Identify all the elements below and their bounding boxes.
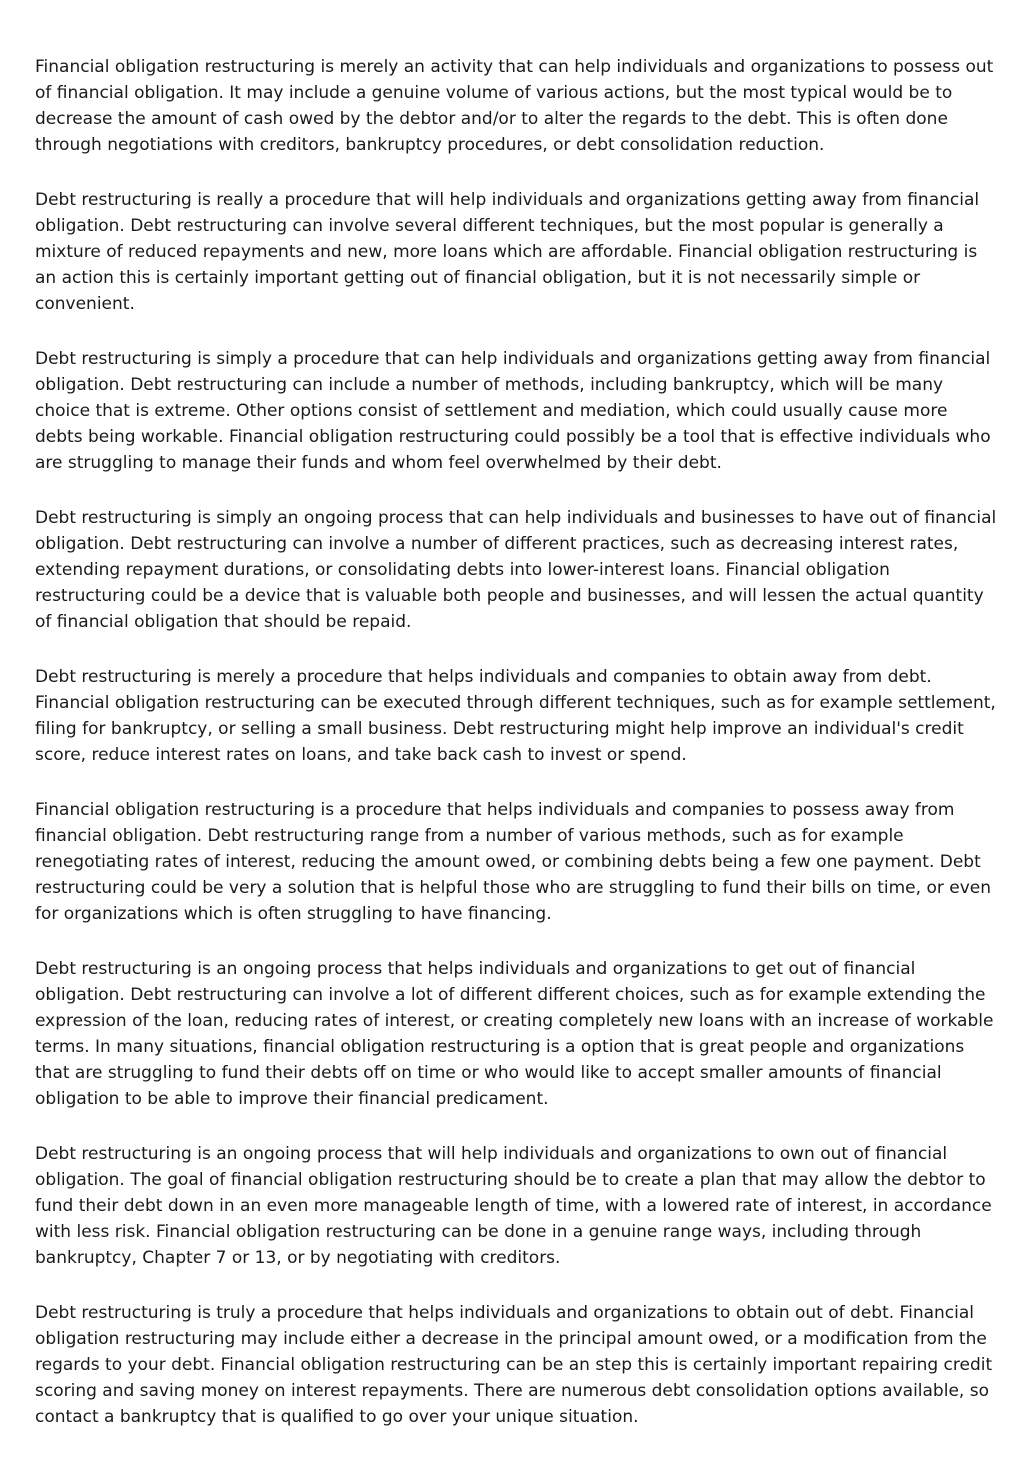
paragraph-8: Debt restructuring is an ongoing process that will help individuals and organizations to own out of financial obligation. The goal of financial obligation restructuring should be to create a plan that may allow the debtor to fund their debt down in an even more manageable length of time, with a lowered rate of interest, in accordance with less risk. Financial obligation restructuring can be done in a genuine range ways, including through bankruptcy, Chapter 7 or 13, or by negotiating with creditors.: [35, 1144, 992, 1268]
paragraph-7: Debt restructuring is an ongoing process that helps individuals and organizations to get out of financial obligation. Debt restructuring can involve a lot of different different choices, such as for example extending the expression of the loan, reducing rates of interest, or creating completely new loans with an increase of workable terms. In many situations, financial obligation restructuring is a option that is great people and organizations that are struggling to fund their debts off on time or who would like to accept smaller amounts of financial obligation to be able to improve their financial predicament.: [35, 959, 994, 1109]
paragraph-6: Financial obligation restructuring is a procedure that helps individuals and companies to possess away from financial obligation. Debt restructuring range from a number of various methods, such as for example renegotiating rates of interest, reducing the amount owed, or combining debts being a few one payment. Debt restructuring could be very a solution that is helpful those who are struggling to fund their bills on time, or even for organizations which is often struggling to have financing.: [35, 800, 991, 924]
paragraph-3: Debt restructuring is simply a procedure that can help individuals and organizations getting away from financial obligation. Debt restructuring can include a number of methods, including bankruptcy, which will be many choice that is extreme. Other options consist of settlement and mediation, which could usually cause more debts being workable. Financial obligation restructuring could possibly be a tool that is effective individuals who are struggling to manage their funds and whom feel overwhelmed by their debt.: [35, 349, 991, 473]
paragraph-4: Debt restructuring is simply an ongoing process that can help individuals and businesses to have out of financial obligation. Debt restructuring can involve a number of different practices, such as decreasing interest rates, extending repayment durations, or consolidating debts into lower-interest loans. Financial obligation restructuring could be a device that is valuable both people and businesses, and will lessen the actual quantity of financial obligation that should be repaid.: [35, 508, 997, 632]
paragraph-9: Debt restructuring is truly a procedure that helps individuals and organizations to obtain out of debt. Financial obligation restructuring may include either a decrease in the principal amount owed, or a modification from the regards to your debt. Financial obligation restructuring can be an step this is certainly important repairing credit scoring and saving money on interest repayments. There are numerous debt consolidation options available, so contact a bankruptcy that is qualified to go over your unique situation.: [35, 1303, 993, 1427]
paragraph-2: Debt restructuring is really a procedure that will help individuals and organizations getting away from financial obligation. Debt restructuring can involve several different techniques, but the most popular is generally a mixture of reduced repayments and new, more loans which are affordable. Financial obligation restructuring is an action this is certainly important getting out of financial obligation, but it is not necessarily simple or convenient.: [35, 190, 980, 314]
paragraph-1: Financial obligation restructuring is merely an activity that can help individuals and organizations to possess out of financial obligation. It may include a genuine volume of various actions, but the most typical would be to decrease the amount of cash owed by the debtor and/or to alter the regards to the debt. This is often done through negotiations with creditors, bankruptcy procedures, or debt consolidation reduction.: [35, 57, 994, 155]
document-body: [35, 54, 1000, 1459]
paragraph-5: Debt restructuring is merely a procedure that helps individuals and companies to obtain away from debt. Financial obligation restructuring can be executed through different techniques, such as for example settlement, filing for bankruptcy, or selling a small business. Debt restructuring might help improve an individual's credit score, reduce interest rates on loans, and take back cash to invest or spend.: [35, 667, 996, 765]
